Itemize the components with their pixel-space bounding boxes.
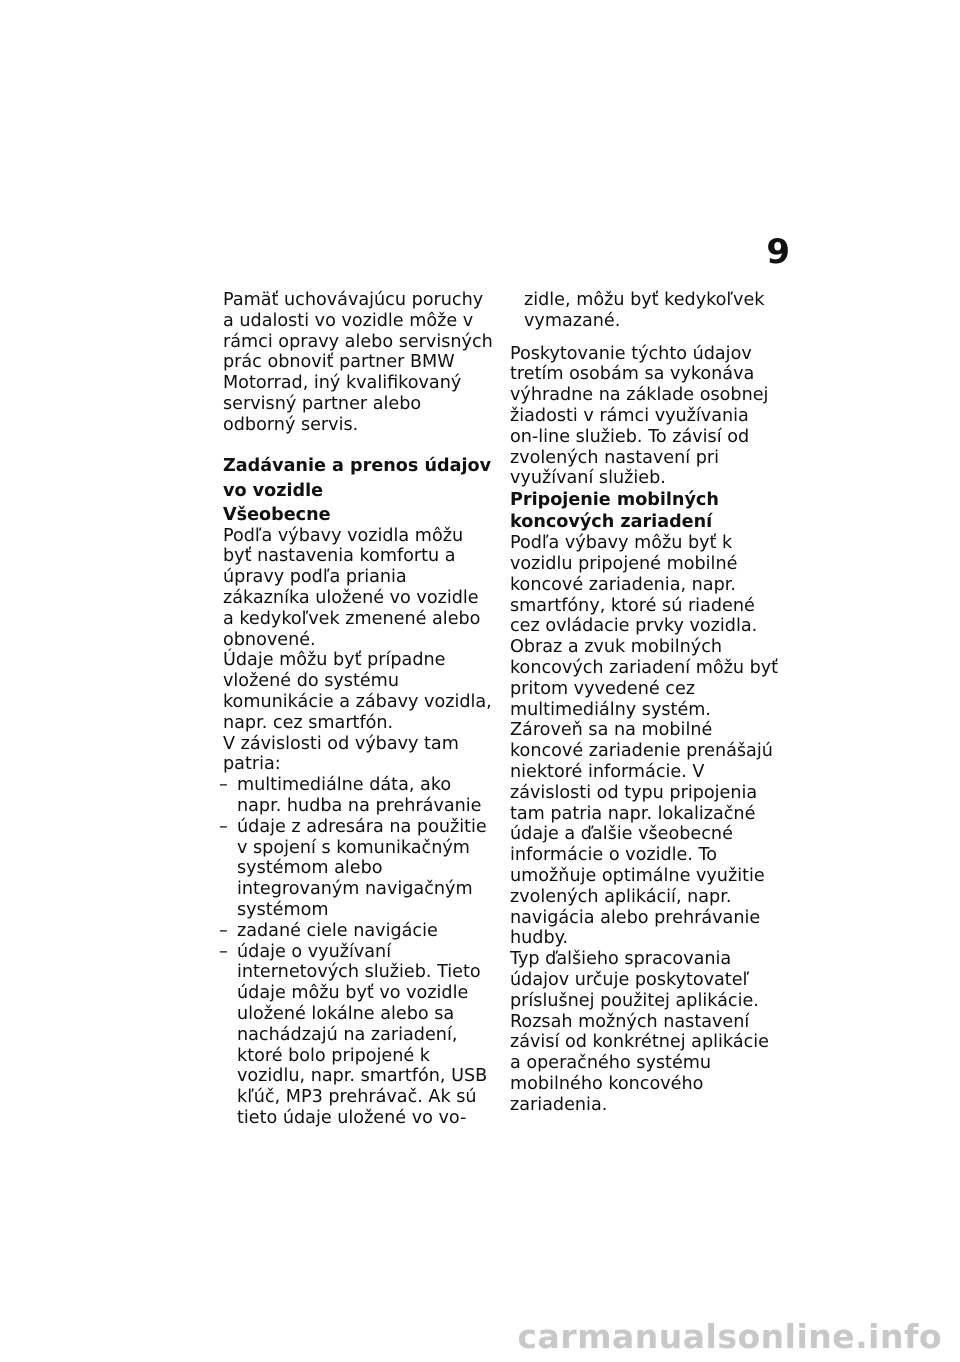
paragraph: V závislosti od výbavy tam patria: [223, 733, 459, 775]
subheading-mobile-devices: Pripojenie mobilných koncových zariadení [510, 490, 719, 533]
data-types-list [223, 775, 493, 1129]
intro-paragraph: Pamäť uchovávajúcu poruchy a udalosti vo vozidle môže v rámci opravy alebo servisných prác obnoviť partner BMW Motorrad, iný kvalifikovaný servisný partner alebo odborný servis. [223, 290, 493, 435]
paragraph: Podľa výbavy môžu byť k vozidlu pripojené mobilné koncové zariadenia, napr. smartfóny, ktoré sú riadené cez ovládacie prvky vozidla. [510, 533, 758, 637]
list-item: – údaje z adresára na použitie v spojení s komunikačným systémom alebo integrovaným navigačným systémom [223, 817, 493, 921]
paragraph: Typ ďalšieho spracovania údajov určuje poskytovateľ príslušnej použitej aplikácie. Rozsah možných nastavení závisí od konkrétnej aplikácie a operačného systému mobilného koncového zariadenia. [510, 949, 769, 1115]
page-number: 9 [766, 232, 790, 272]
left-column [223, 290, 493, 1129]
right-column [510, 290, 780, 1115]
section-heading: Zadávanie a prenos údajov vo vozidle [223, 455, 492, 501]
subheading-general: Všeobecne [223, 504, 331, 525]
watermark: carmanualsonline.info [517, 1317, 942, 1356]
list-item: – údaje o využívaní internetových služieb. Tieto údaje môžu byť vo vozidle uložené lokálne alebo sa nachádzajú na zariadení, ktoré bolo pripojené k vozidlu, napr. smartfón, USB kľúč, MP3 prehrávač. Ak sú tieto údaje uložené vo vo- [223, 942, 493, 1129]
list-item: – multimediálne dáta, ako napr. hudba na prehrávanie [223, 775, 493, 817]
list-item: – zadané ciele navigácie [223, 921, 493, 942]
list-item-continuation: zidle, môžu byť kedykoľvek vymazané. [524, 290, 765, 331]
paragraph: Poskytovanie týchto údajov tretím osobám sa vykonáva výhradne na základe osobnej žiadosti v rámci využívania on-line služieb. To závisí od zvolených nastavení pri využívaní služieb. [510, 343, 769, 489]
paragraph: Údaje môžu byť prípadne vložené do systému komunikácie a zábavy vozidla, napr. cez smartfón. [223, 650, 492, 733]
paragraph: Podľa výbavy vozidla môžu byť nastavenia komfortu a úpravy podľa priania zákazníka uložené vo vozidle a kedykoľvek zmenené alebo obnovené. [223, 525, 481, 650]
paragraph: Obraz a zvuk mobilných koncových zariadení môžu byť pritom vyvedené cez multimediálny systém. Zároveň sa na mobilné koncové zariadenie prenášajú niektoré informácie. V závislosti od typu pripojenia tam patria napr. lokalizačné údaje a ďalšie všeobecné informácie o vozidle. To umožňuje optimálne využitie zvolených aplikácií, napr. navigácia alebo prehrávanie hudby. [510, 637, 779, 949]
